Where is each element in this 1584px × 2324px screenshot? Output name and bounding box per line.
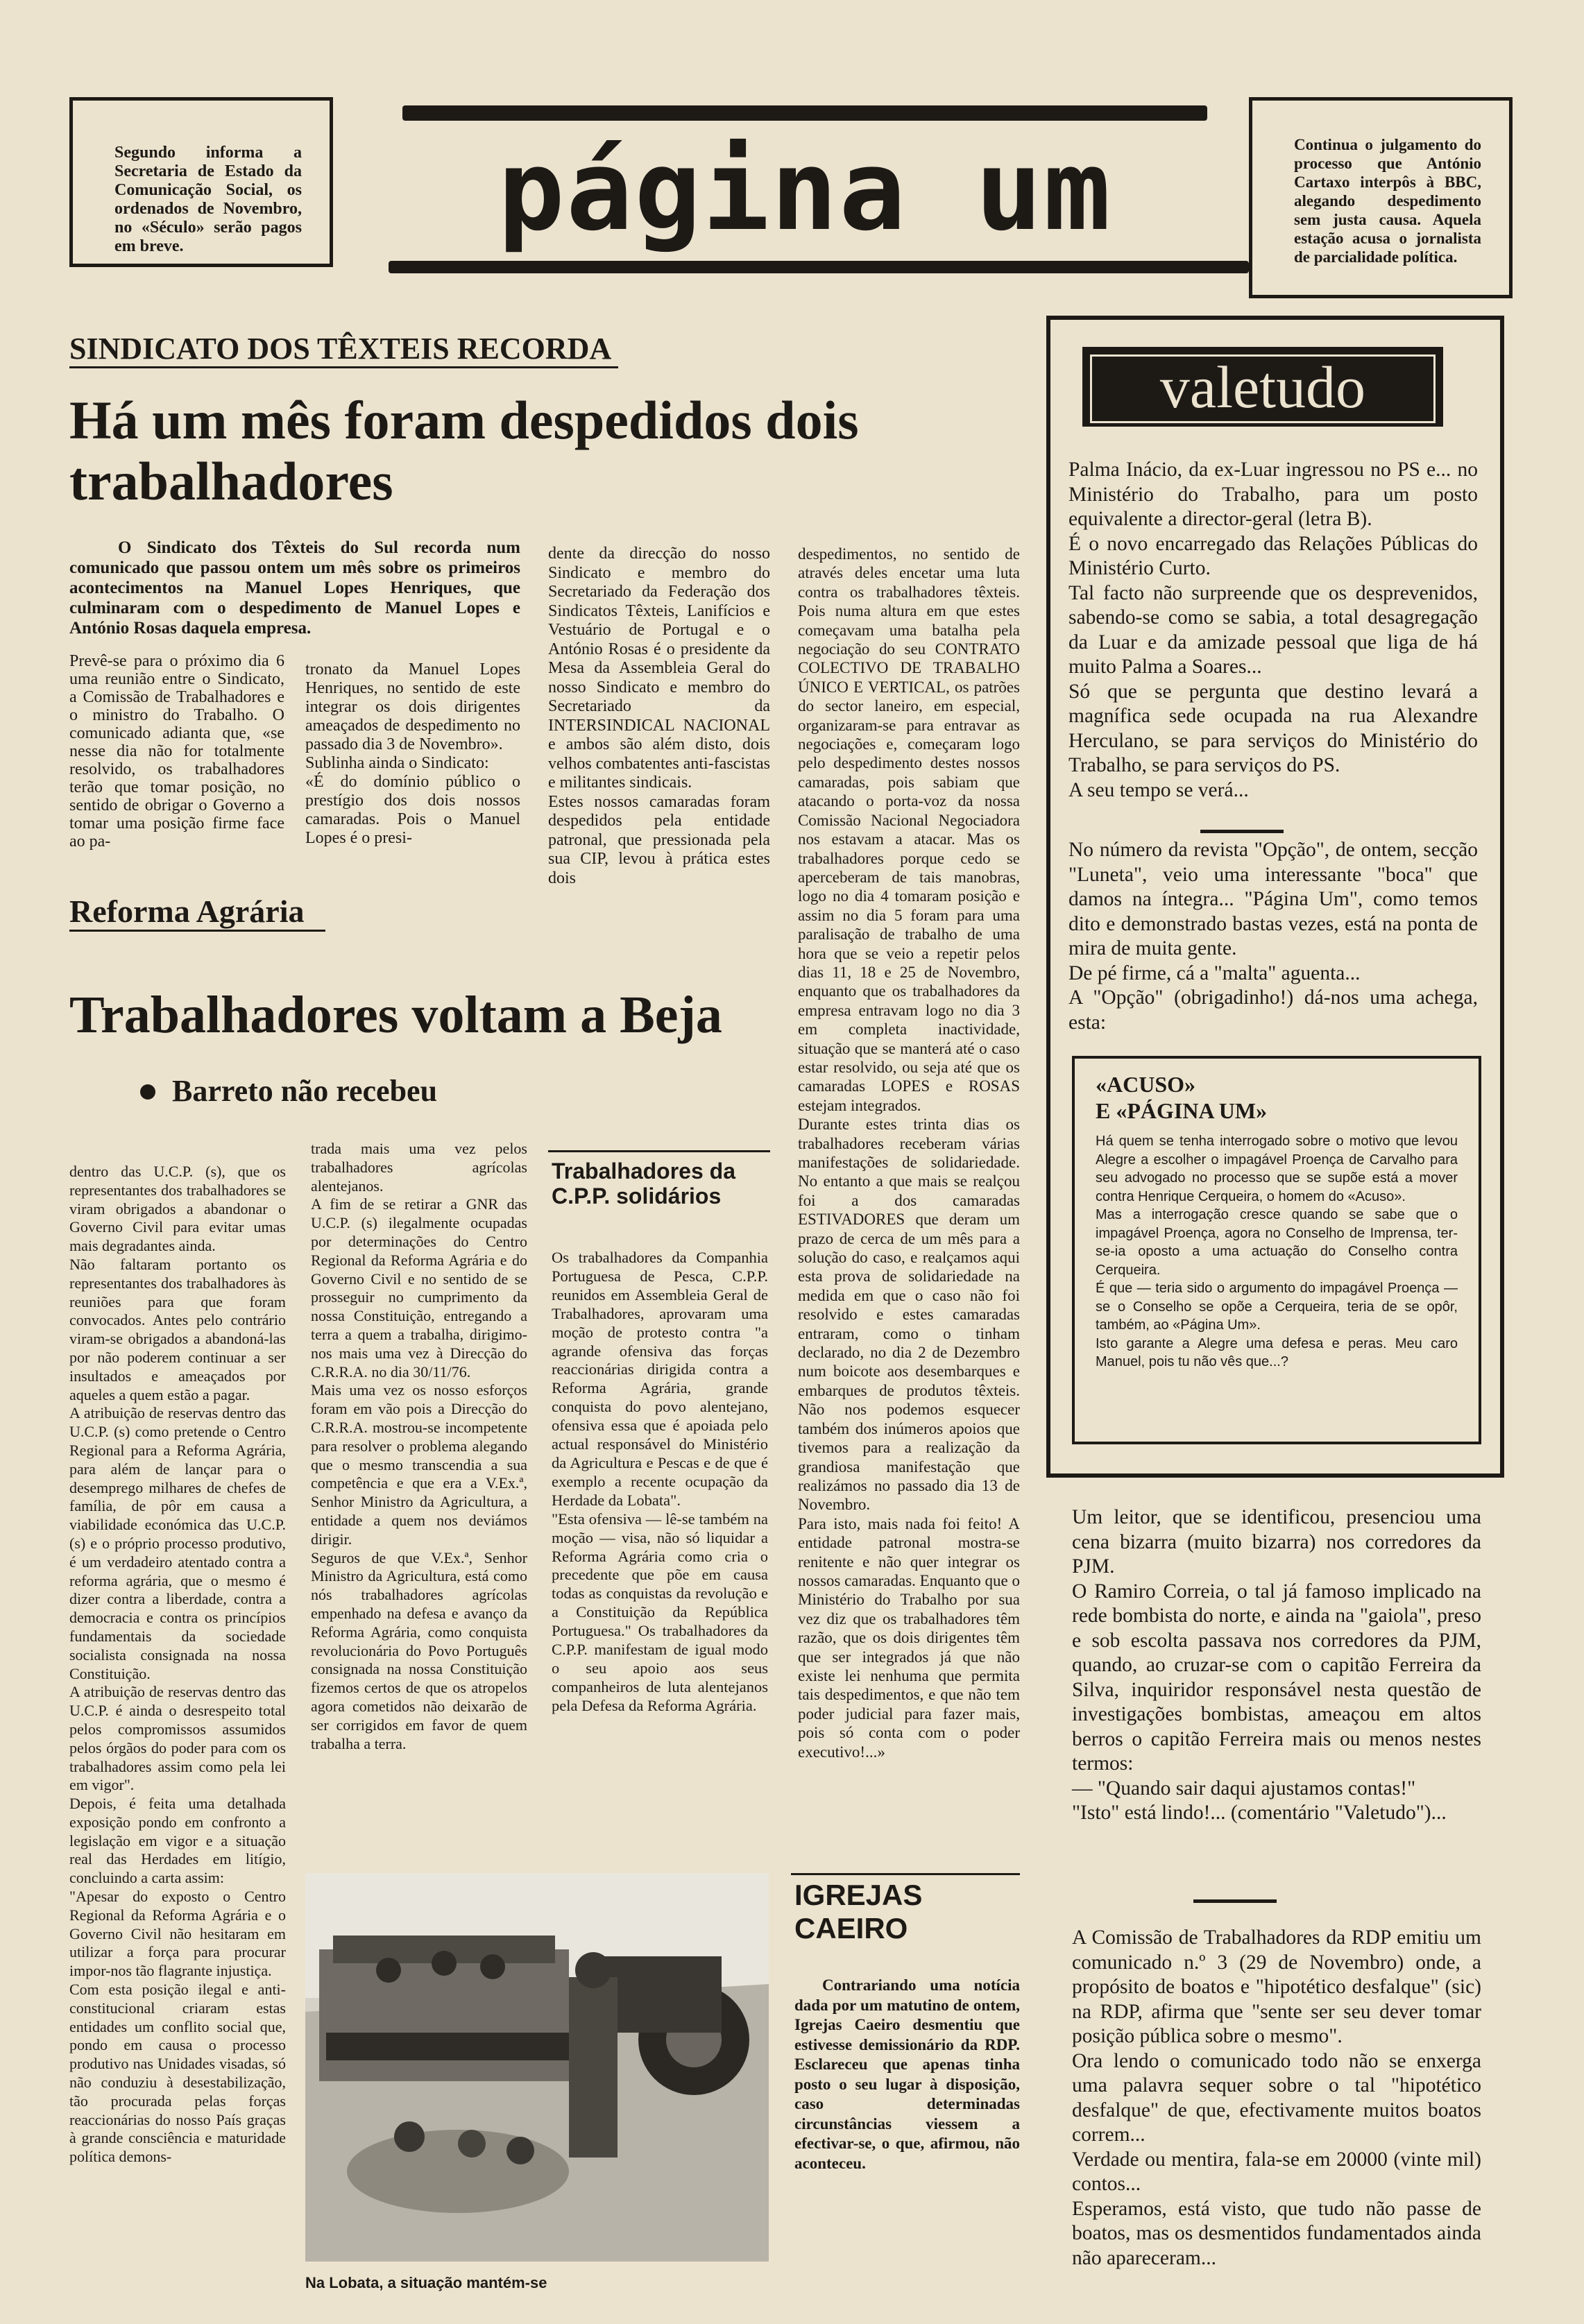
cpp-top-rule [548,1150,770,1152]
textile-kicker: SINDICATO DOS TÊXTEIS RECORDA [69,332,618,368]
valetudo-divider-2 [1193,1899,1277,1903]
opcao-quote-box [1072,1056,1481,1444]
igrejas-top-rule [791,1873,1020,1875]
agrarian-column-2: trada mais uma vez pelos trabalhadores agrícolas alentejanos. A fim de se retirar a GNR das U.C.P. (s) ilegalmente ocupadas por determinações do Centro Regional da Reforma Agrária e do Governo Civil e no sentido de se prosseguir no cumprimento da nossa Constituição, entregando a terra a quem a trabalha, dirigimo-nos mais uma vez à Direcção do C.R.R.A. no dia 30/11/76. Mais uma vez os nosso esforços foram em vão pois a Direcção do C.R.R.A. mostrou-se incompetente para resolver o problema alegando que o mesmo transcendia a sua competência e que era a V.Ex.ª, Senhor Ministro da Agricultura, a entidade a quem nos deviámos dirigir. Seguros de que V.Ex.ª, Senhor Ministro da Agricultura, está como nós trabalhadores agrícolas empenhado na defesa e avanço da Reforma Agrária, como conquista revolucionária do Povo Português consignada na nossa Constituição fizemos certos de que os atropelos agora cometidos não deixarão de ser corrigidos em favor de quem trabalha a terra. [311,1140,527,1752]
masthead-left-note: Segundo informa a Secretaria de Estado da Comunicação Social, os ordenados de Novembro, no «Século» serão pagos em breve. [114,144,302,255]
textile-column-2: tronato da Manuel Lopes Henriques, no sentido de este integrar os dois dirigentes ameaçados de despedimento no passado dia 3 de Novembro». Sublinha ainda o Sindicato: «É do domínio público o prestígio dos dois nossos camaradas. Pois o Manuel Lopes é o presi- [305,660,520,847]
valetudo-paragraph-2: No número da revista "Opção", de ontem, secção "Luneta", veio uma interessante "boca" que damos na íntegra... "Página Um", como temos dito e demonstrado bastas vezes, está na ponta de mira de muita gente. De pé firme, cá a "malta" aguenta... A "Opção" (obrigadinho!) dá-nos uma achega, esta: [1068,839,1478,1034]
textile-headline: Há um mês foram despedidos dois trabalhadores [69,390,859,511]
valetudo-title: valetudo [1090,354,1436,423]
lobata-photo [305,1873,769,2324]
valetudo-paragraph-1: Palma Inácio, da ex-Luar ingressou no PS e... no Ministério do Trabalho, para um posto equivalente a director-geral (letra B). É o novo encarregado das Relações Públicas do Ministério Curto. Tal facto não surpreende que os desprevenidos, sabendo-se como se sabia, a total desagregação da Luar e da amizade pessoal que liga de há muito Palma a Soares... Só que se pergunta que destino levará a magnífica sede ocupada na rua Alexandre Herculano, se para serviços do Ministério do Trabalho, se para serviços do PS. A seu tempo se verá... [1068,459,1478,801]
valetudo-paragraph-4: A Comissão de Trabalhadores da RDP emitiu um comunicado n.º 3 (29 de Novembro) onde, a propósito de boatos e "hipotético desfalque" (sic) na RDP, afirma que "sente ser seu dever tomar posição pública sobre o mesmo". Ora lendo o comunicado todo não se enxerga uma palavra sequer sobre o tal "hipotético desfalque" de que, efectivamente muitos boatos correm... Verdade ou mentira, fala-se em 20000 (vinte mil) contos... Esperamos, está visto, que tudo não passe de boatos, mas os desmentidos fundamentados ainda não apareceram... [1072,1926,1481,2269]
opcao-quote-body: Há quem se tenha interrogado sobre o motivo que levou Alegre a escolher o impagável Proença de Carvalho para seu advogado no processo que se supõe está a mover contra Henrique Cerqueira, o homem do «Acuso». Mas a interrogação cresce quando se sabe que o impagável Proença, agora no Conselho de Imprensa, ter-se-ia oposto a uma actuação do Conselho contra Cerqueira. É que — teria sido o argumento do impagável Proença — se o Conselho se opõe a Cerqueira, teria de se opôr, também, ao «Página Um». Isto garante a Alegre uma defesa e peras. Meu caro Manuel, pois tu não vês que...? [1096,1134,1458,1369]
masthead-title: página um [497,126,1112,255]
masthead-left-note-box [69,97,333,267]
cpp-headline: Trabalhadores da C.P.P. solidários [552,1159,735,1208]
valetudo-title-box [1082,347,1443,427]
igrejas-headline: IGREJAS CAEIRO [794,1879,923,1945]
textile-lead: O Sindicato dos Têxteis do Sul recorda num comunicado que passou ontem um mês sobre os primeiros acontecimentos na Manuel Lopes Henriques, que culminaram com o despedimento de Manuel Lopes e António Rosas daquela empresa. [69,538,520,638]
cpp-body: Os trabalhadores da Companhia Portuguesa de Pesca, C.P.P. reunidos em Assembleia Geral de Trabalhadores, aprovaram uma moção de protesto contra "a agrande ofensiva das forças reaccionárias dirigida contra a Reforma Agrária, grande conquista do povo alentejano, ofensiva essa que é apoiada pelo actual responsável do Ministério da Agricultura e Pescas e de que é exemplo a recente ocupação da Herdade da Lobata". "Esta ofensiva — lê-se também na moção — visa, não só liquidar a Reforma Agrária como cria o precedente que põe em causa todas as conquistas da revolução e a Constituição da República Portuguesa." Os trabalhadores da C.P.P. manifestam de igual modo o seu apoio aos seus companheiros de luta alentejanos pela Defesa da Reforma Agrária. [552,1249,768,1714]
masthead-right-note: Continua o julgamento do processo que António Cartaxo interpôs à BBC, alegando despedimento sem justa causa. Aquela estação acusa o jornalista de parcialidade política. [1294,136,1481,266]
textile-column-1: Prevê-se para o próximo dia 6 uma reunião entre o Sindicato, a Comissão de Trabalhadores e o ministro do Trabalho. O comunicado adianta que, «se nesse dia não for totalmente resolvido, os trabalhadores terão que tomar posição, no sentido de obrigar o Governo a tomar uma posição firme face ao pa- [69,652,284,851]
textile-column-4: despedimentos, no sentido de através deles encetar uma luta contra os trabalhadores têxteis. Pois numa altura em que estes começavam uma batalha pela negociação do seu CONTRATO COLECTIVO DE TRABALHO ÚNICO E VERTICAL, os patrões do sector laneiro, em especial, organizaram-se para entravar as negociações e, começaram logo pelo despedimento destes nossos camaradas, pois sabiam que atacando o porta-voz da nossa Comissão Nacional Negociadora nos estavam a atacar. Mas os trabalhadores porque cedo se aperceberam de tais manobras, logo no dia 4 tomaram posição e assim no dia 5 foram para uma paralisação de trabalho de uma hora que se veio a repetir pelos dias 11, 18 e 25 de Novembro, enquanto que os trabalhadores da empresa entravam logo no dia 3 em completa inactividade, situação que se manterá até o caso estar resolvido, ou seja até que os camaradas LOPES e ROSAS estejam integrados. Durante estes trinta dias os trabalhadores receberam várias manifestações de solidariedade. No entanto a que mais se realçou foi a dos camaradas ESTIVADORES que deram um prazo de cerca de um mês para a solução do caso, e realçamos aqui esta prova de solidariedade na medida em que o caso não foi resolvido e estes camaradas entraram, como o tinham declarado, no dia 2 de Dezembro num boicote aos desembarques e embarques de produtos têxteis. Não nos podemos esquecer também dos inúmeros apoios que tivemos para a realização da grandiosa manifestação que realizámos no passado dia 13 de Novembro. Para isto, mais nada foi feito! A entidade patronal mostra-se renitente e não quer integrar os nossos camaradas. Enquanto que o Ministério do Trabalho por sua vez diz que os trabalhadores têm razão, que os dois dirigentes têm que ser integrados já que não existe lei nenhuma que permita tais despedimentos, e que não tem poder judicial para fazer mais, pois só conta com o poder executivo!...» [798,545,1021,1761]
valetudo-divider-1 [1200,830,1284,833]
agrarian-headline: Trabalhadores voltam a Beja [69,986,722,1044]
textile-column-3: dente da direcção do nosso Sindicato e membro do Secretariado da Federação dos Sindicatos Têxteis, Lanifícios e Vestuário de Portugal e o António Rosas é o presidente da Mesa da Assembleia Geral do nosso Sindicato e membro do Secretariado da INTERSINDICAL NACIONAL e ambos são além disto, dois velhos combatentes anti-fascistas e militantes sindicais. Estes nossos camaradas foram despedidos pela entidade patronal, que pressionada pela sua CIP, levou à prática estes dois [548,545,770,887]
agrarian-kicker: Reforma Agrária [69,894,325,932]
lobata-photo-caption: Na Lobata, a situação mantém-se [305,2274,547,2291]
masthead-right-note-box [1249,97,1513,298]
lobata-photo-image [305,1873,769,2262]
agrarian-column-1: dentro das U.C.P. (s), que os representantes dos trabalhadores se viram obrigados a abandonar o Governo Civil para evitar umas mais degradantes ainda. Não faltaram portanto os representantes dos trabalhadores às reuniões para que foram convocados. Antes pelo contrário viram-se obrigados a abandoná-las por não poderem continuar a ser insultados e ameaçados por aqueles a quem estão a pagar. A atribuição de reservas dentro das U.C.P. (s) como pretende o Centro Regional para a Reforma Agrária, para além de lançar para o desemprego milhares de chefes de família, de pôr em causa a viabilidade económica das U.C.P. (s) e o próprio processo produtivo, é um verdadeiro atentado contra a reforma agrária, que o mesmo é dizer contra a liberdade, contra a democracia e contra os princípios fundamentais da sociedade socialista consignada na nossa Constituição. A atribuição de reservas dentro das U.C.P. é ainda o desrespeito total pelos compromissos assumidos pelos órgãos do poder para com os trabalhadores assim como pela lei em vigor". Depois, é feita uma detalhada exposição pondo em confronto a legislação em vigor e a situação real das Herdades em litígio, concluindo a carta assim: "Apesar do exposto o Centro Regional da Reforma Agrária e o Governo Civil não hesitaram em utilizar a força para procurar impor-nos tão flagrante injustiça. Com esta posição ilegal e anti-constitucional criaram estas entidades um conflito social que, pondo em causa o processo produtivo nas Unidades visadas, só não conduziu à desestabilização, tão procurada pelas forças reaccionárias do nosso País graças à grande consciência e maturidade política demons- [69,1163,286,2166]
masthead-bottom-rule [389,261,1249,273]
agrarian-subhead-bullet [140,1084,155,1100]
opcao-quote-title-2: E «PÁGINA UM» [1096,1098,1268,1123]
opcao-quote-title-1: «ACUSO» [1096,1072,1196,1097]
agrarian-subhead: Barreto não recebeu [172,1074,438,1108]
igrejas-body: Contrariando uma notícia dada por um matutino de ontem, Igrejas Caeiro desmentiu que estivesse demissionário da RDP. Esclareceu que apenas tinha posto o seu lugar à disposição, caso determinadas circunstâncias viessem a efectivar-se, o que, afirmou, não aconteceu. [794,1976,1020,2172]
valetudo-paragraph-3: Um leitor, que se identificou, presenciou uma cena bizarra (muito bizarra) nos corredores da PJM. O Ramiro Correia, o tal já famoso implicado na rede bombista do norte, e ainda na "gaiola", preso e sob escolta passava nos corredores da PJM, quando, ao cruzar-se com o capitão Ferreira da Silva, inquiridor responsável nesta questão de investigações bombistas, ameaçou em altos berros o capitão Ferreira mais ou menos nestes termos: — "Quando sair daqui ajustamos contas!" "Isto" está lindo!... (comentário "Valetudo")... [1072,1506,1481,1824]
